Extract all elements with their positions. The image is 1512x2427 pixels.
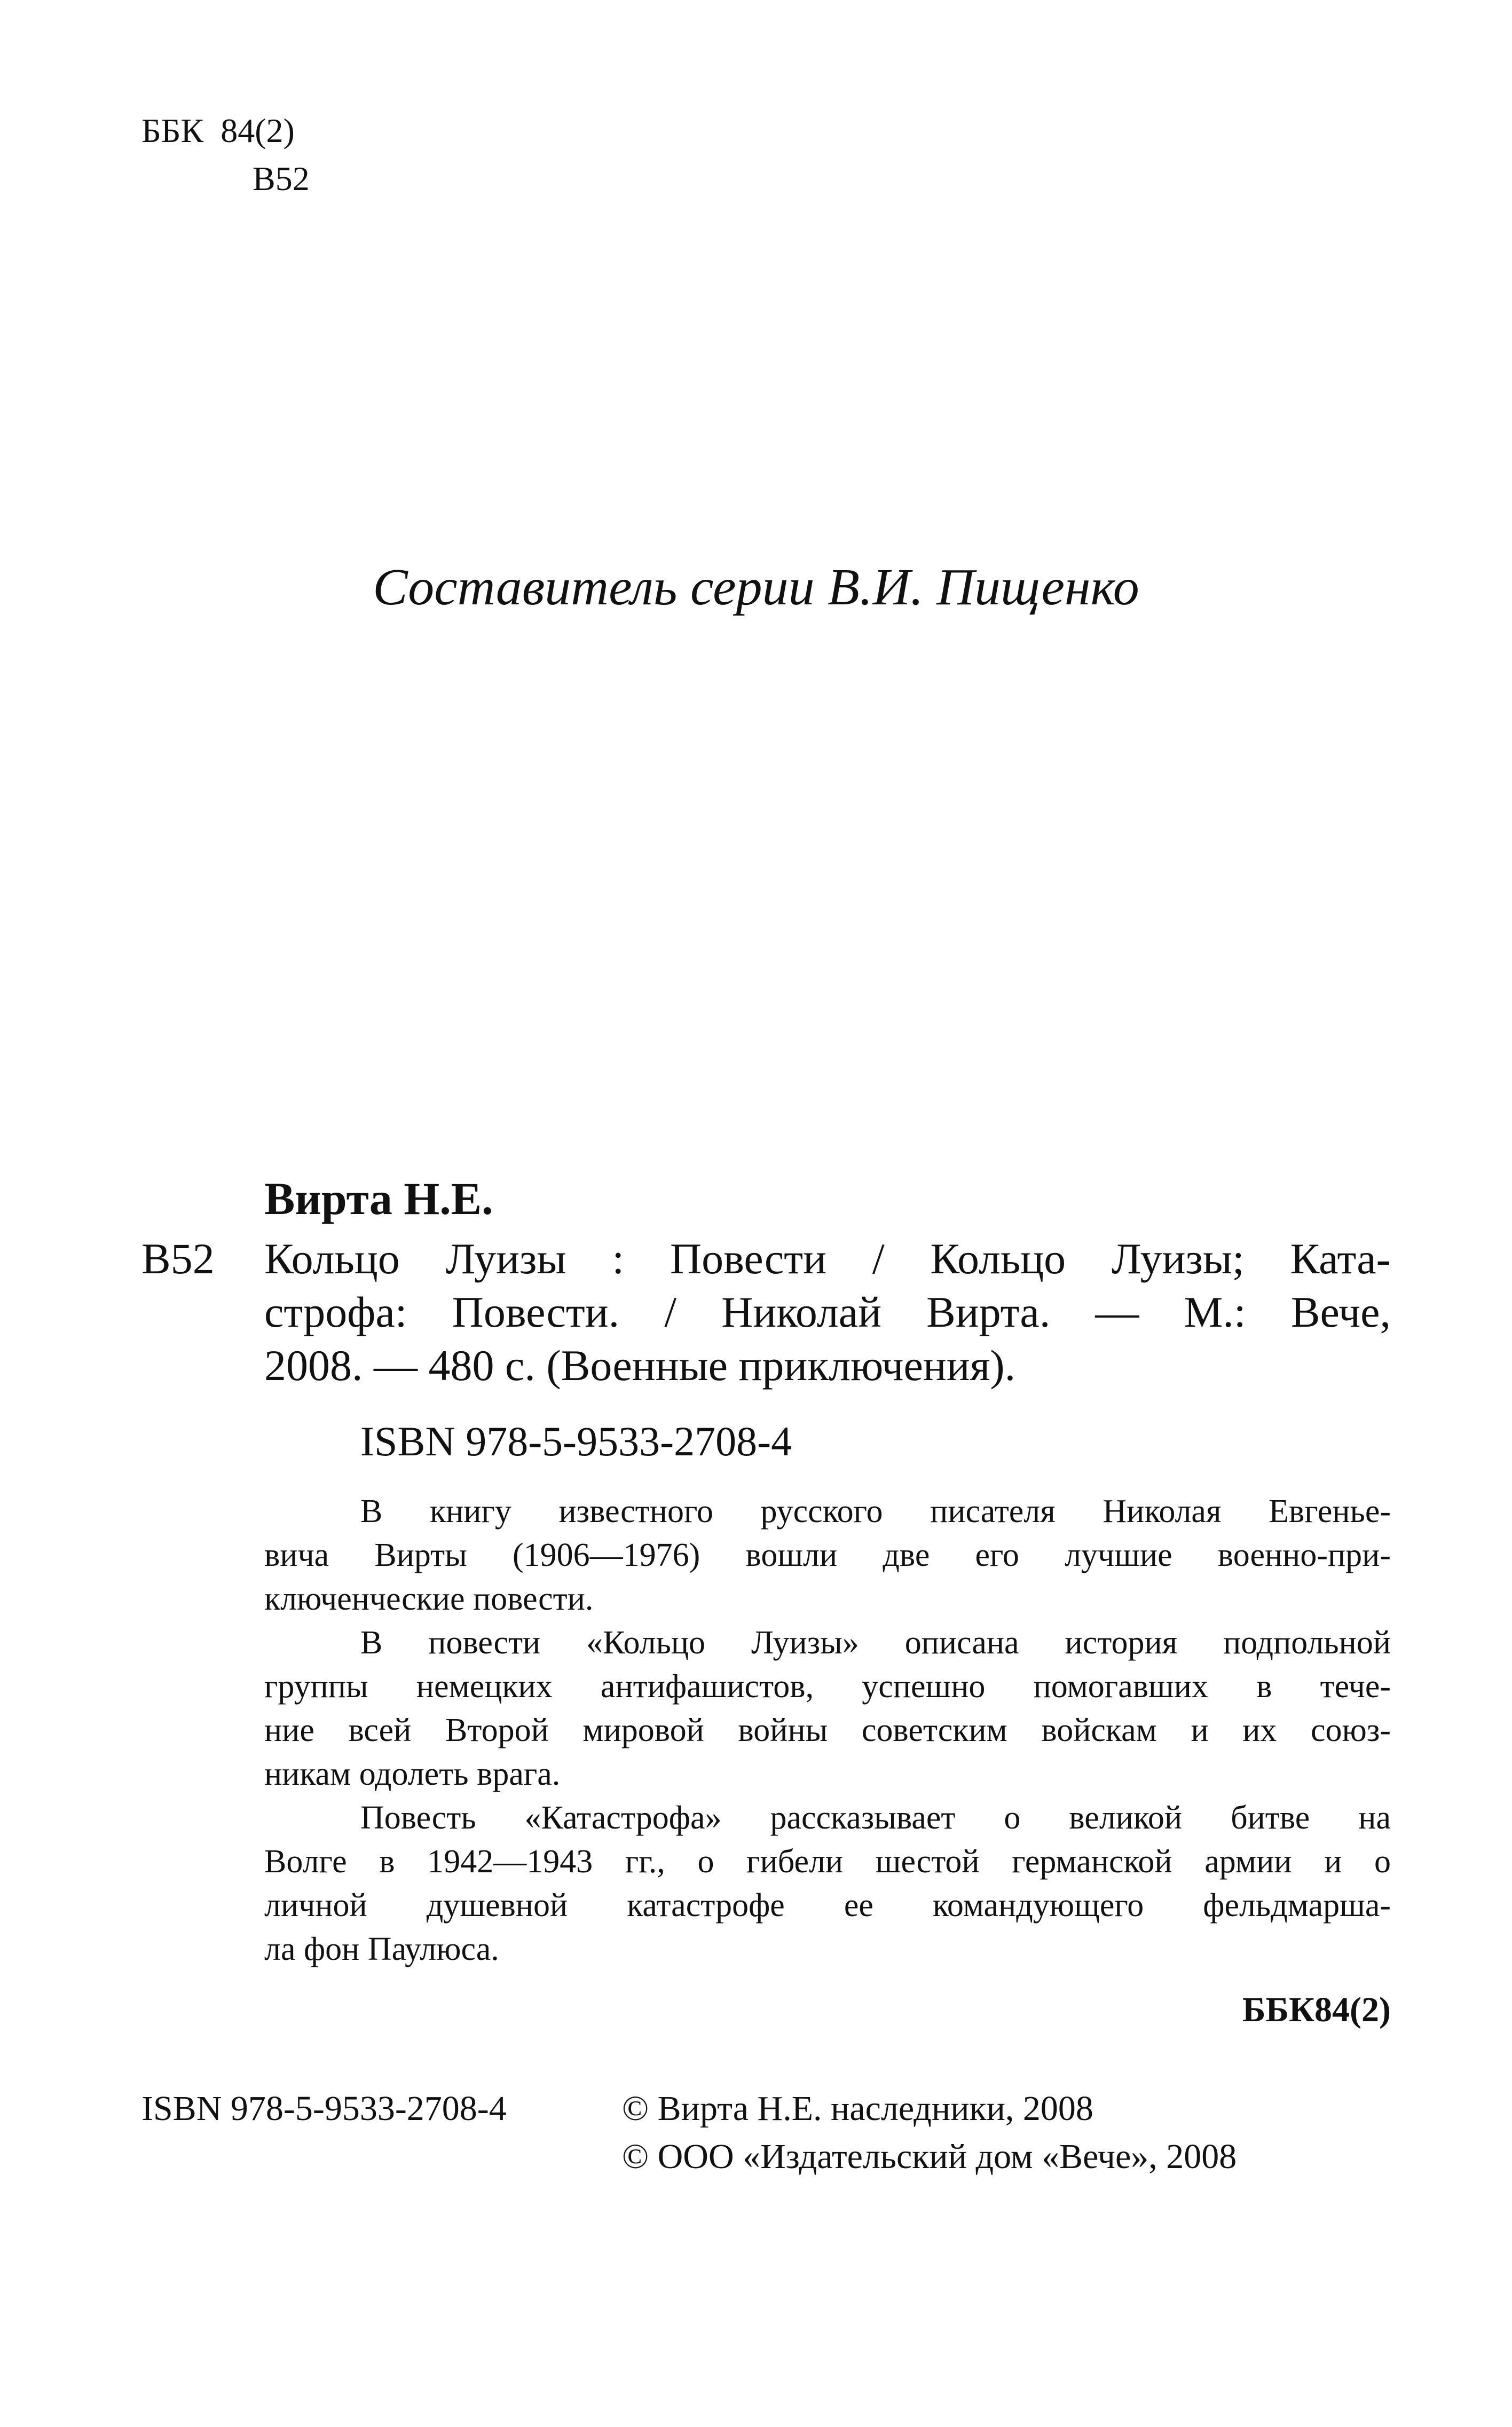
annotation-line: ключенческие повести. — [264, 1581, 594, 1617]
annotation-line: Повесть «Катастрофа» рассказывает о великой битве на — [360, 1800, 1391, 1836]
catalog-cipher: В52 — [141, 1234, 215, 1283]
annotation-line: вича Вирты (1906—1976) вошли две его лучшие военно-при- — [264, 1537, 1391, 1573]
bbk-header — [141, 107, 310, 203]
isbn-main: ISBN 978-5-9533-2708-4 — [360, 1418, 792, 1464]
biblio-line: строфа: Повести. / Николай Вирта. — М.: Вече, — [264, 1288, 1391, 1336]
copyright-line: © Вирта Н.Е. наследники, 2008 — [622, 2089, 1093, 2128]
biblio-line: 2008. — 480 с. (Военные приключения). — [264, 1341, 1016, 1390]
biblio-line: Кольцо Луизы : Повести / Кольцо Луизы; Ката- — [264, 1234, 1391, 1283]
annotation-line: Волге в 1942—1943 гг., о гибели шестой германской армии и о — [264, 1843, 1391, 1880]
bbk-code: 84(2) — [220, 112, 295, 149]
annotation — [264, 1490, 1391, 1971]
isbn-footer: ISBN 978-5-9533-2708-4 — [141, 2089, 507, 2128]
copyright-block — [622, 2085, 1237, 2181]
bbk-label: ББК — [141, 112, 204, 149]
bibliographic-description — [264, 1232, 1391, 1392]
series-compiler: Составитель серии В.И. Пищенко — [373, 558, 1139, 616]
annotation-line: личной душевной катастрофе ее командующего фельдмарша- — [264, 1887, 1391, 1924]
annotation-line: ние всей Второй мировой войны советским войскам и их союз- — [264, 1712, 1391, 1748]
annotation-line: группы немецких антифашистов, успешно помогавших в тече- — [264, 1668, 1391, 1705]
bbk-header-line — [141, 107, 310, 155]
bbk-footer: ББК84(2) — [1242, 1990, 1391, 2029]
copyright-line: © ООО «Издательский дом «Вече», 2008 — [622, 2137, 1237, 2176]
bbk-cipher: В52 — [253, 160, 310, 198]
author-heading: Вирта Н.Е. — [264, 1173, 493, 1224]
annotation-line: В повести «Кольцо Луизы» описана история подпольной — [360, 1625, 1391, 1661]
annotation-line: никам одолеть врага. — [264, 1756, 561, 1792]
annotation-line: ла фон Паулюса. — [264, 1931, 499, 1967]
annotation-line: В книгу известного русского писателя Николая Евгенье- — [360, 1493, 1391, 1530]
